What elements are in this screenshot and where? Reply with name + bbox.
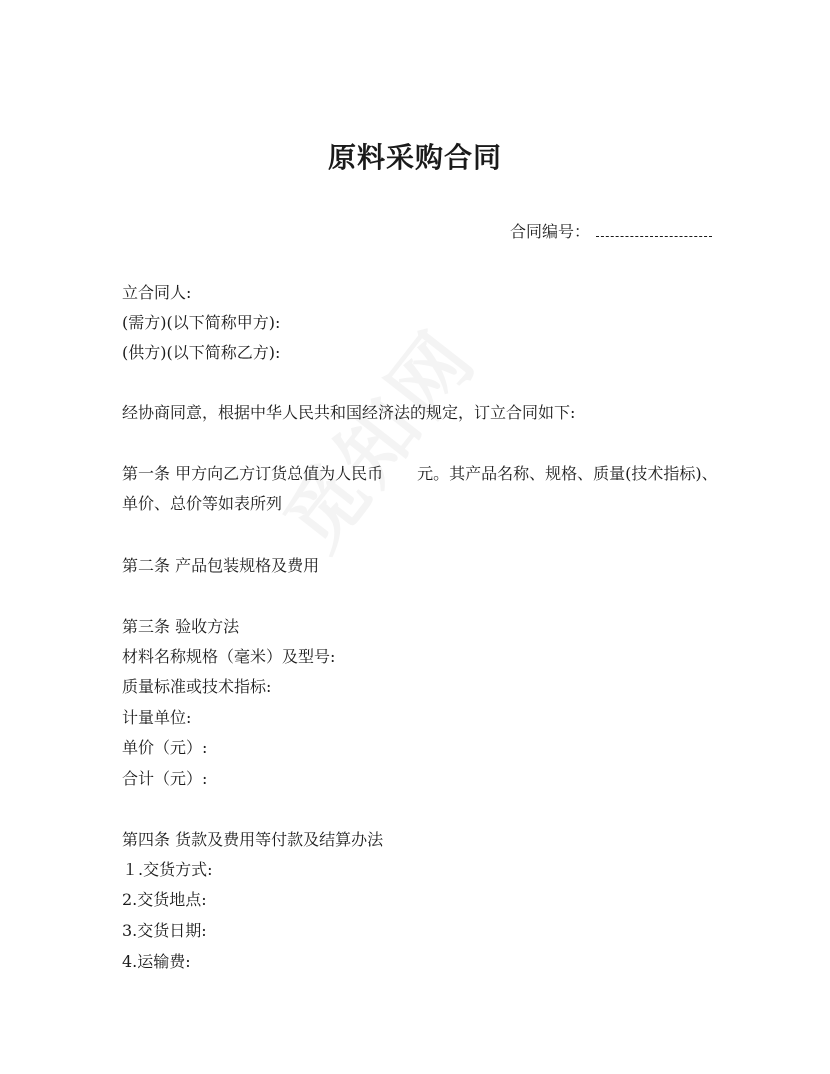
- article-4-item: 4.运输费:: [122, 952, 191, 971]
- document-title: 原料采购合同: [327, 141, 502, 174]
- contract-number: [510, 220, 712, 244]
- article-3-item: 计量单位:: [122, 708, 192, 727]
- article-3-item: 单价（元）:: [122, 738, 208, 757]
- preamble: 经协商同意，根据中华人民共和国经济法的规定，订立合同如下:: [122, 403, 576, 422]
- article-1-part-1: 第一条 甲方向乙方订货总值为人民币: [122, 464, 384, 483]
- contract-number-blank: [596, 222, 712, 237]
- article-3-item: 合计（元）:: [122, 769, 208, 788]
- article-4-heading: 第四条 货款及费用等付款及结算办法: [122, 830, 384, 849]
- article-3-heading: 第三条 验收方法: [122, 617, 240, 636]
- contract-number-label: 合同编号：: [510, 222, 591, 241]
- article-1-line-1: [122, 462, 718, 486]
- parties-intro: 立合同人:: [122, 283, 192, 302]
- watermark: [254, 302, 497, 570]
- article-4-item: 3.交货日期:: [122, 921, 207, 940]
- article-4-item: 2.交货地点:: [122, 890, 207, 909]
- article-3-item: 材料名称规格（毫米）及型号:: [122, 647, 336, 666]
- article-2-heading: 第二条 产品包装规格及费用: [122, 556, 320, 575]
- article-1-line-2: 单价、总价等如表所列: [122, 494, 283, 513]
- party-seller: (供方)(以下简称乙方):: [122, 343, 281, 362]
- party-buyer: (需方)(以下简称甲方):: [122, 313, 281, 332]
- article-4-item: １.交货方式:: [122, 860, 213, 879]
- article-1-part-2: 元。其产品名称、规格、质量(技术指标)、: [417, 464, 718, 483]
- article-3-item: 质量标准或技术指标:: [122, 677, 272, 696]
